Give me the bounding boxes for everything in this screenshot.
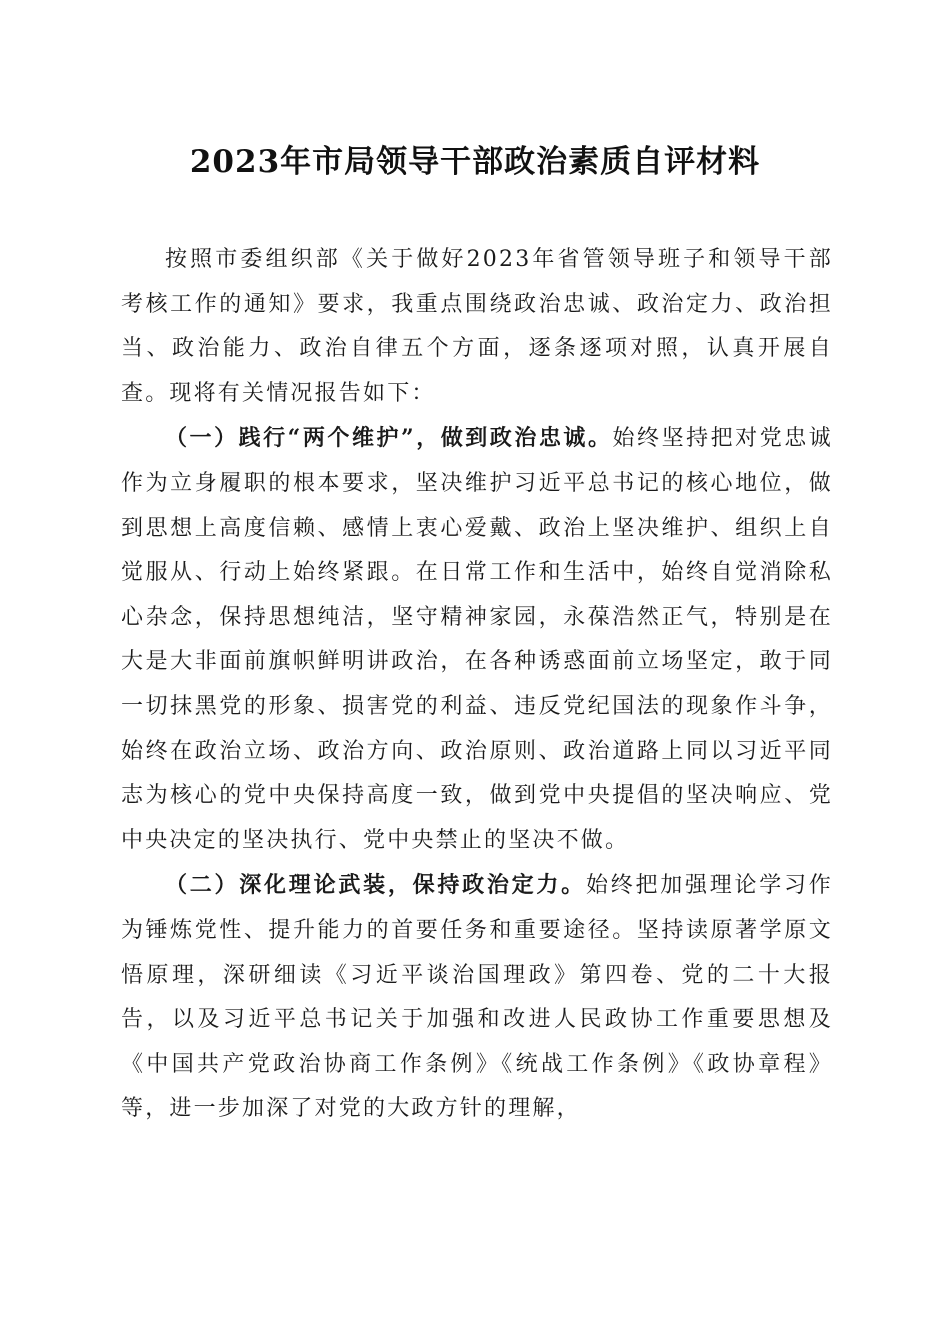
- intro-paragraph: 按照市委组织部《关于做好2023年省管领导班子和领导干部考核工作的通知》要求，我重点围绕政治忠诚、政治定力、政治担当、政治能力、政治自律五个方面，逐条逐项对照，认真开展自查。现将有关情况报告如下：: [121, 247, 833, 406]
- section-body-1: 始终坚持把对党忠诚作为立身履职的根本要求，坚决维护习近平总书记的核心地位，做到思想上高度信赖、感情上衷心爱戴、政治上坚决维护、组织上自觉服从、行动上始终紧跟。在日常工作和生活中，始终自觉消除私心杂念，保持思想纯洁，坚守精神家园，永葆浩然正气，特别是在大是大非面前旗帜鲜明讲政治，在各种诱惑面前立场坚定，敢于同一切抹黑党的形象、损害党的利益、违反党纪国法的现象作斗争，始终在政治立场、政治方向、政治原则、政治道路上同以习近平同志为核心的党中央保持高度一致，做到党中央提倡的坚决响应、党中央决定的坚决执行、党中央禁止的坚决不做。: [121, 426, 833, 853]
- section-body-2: 始终把加强理论学习作为锤炼党性、提升能力的首要任务和重要途径。坚持读原著学原文悟原理，深研细读《习近平谈治国理政》第四卷、党的二十大报告，以及习近平总书记关于加强和改进人民政协工作重要思想及《中国共产党政治协商工作条例》《统战工作条例》《政协章程》等，进一步加深了对党的大政方针的理解，: [121, 873, 833, 1122]
- document-body: [121, 238, 833, 1132]
- document-title: 2023年市局领导干部政治素质自评材料: [189, 144, 761, 180]
- section-paragraph-1: [121, 416, 833, 863]
- section-heading-2: （二）深化理论武装，保持政治定力。: [165, 872, 586, 899]
- section-paragraph-2: [121, 863, 833, 1132]
- section-heading-1: （一）践行“两个维护”，做到政治忠诚。: [165, 425, 613, 452]
